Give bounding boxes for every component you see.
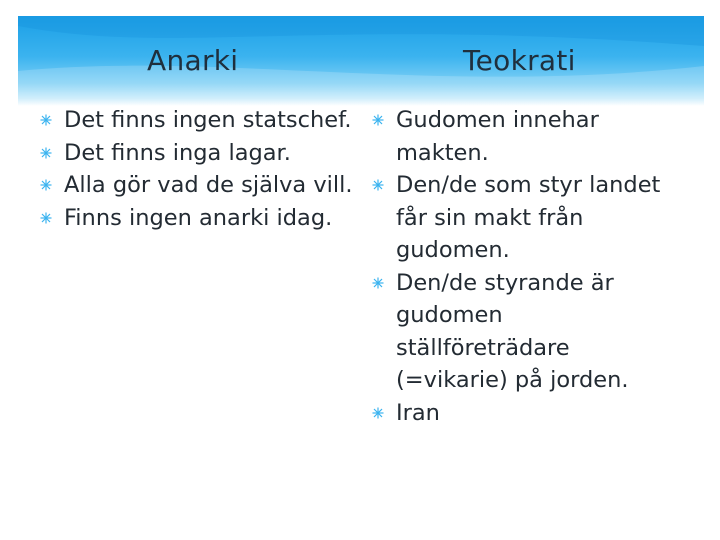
bullet-text: Iran [396,399,440,426]
right-column-title: Teokrati [463,44,576,77]
asterisk-icon [38,104,54,136]
bullet-text: Alla gör vad de själva vill. [64,172,353,198]
list-item [368,397,678,430]
asterisk-icon [370,169,386,201]
list-item [368,104,678,169]
list-item [368,267,678,397]
asterisk-icon [38,169,54,201]
bullet-text: Gudomen innehar makten. [396,107,599,166]
bullet-text: Det finns ingen statschef. [64,107,352,133]
asterisk-icon [38,202,54,234]
list-item [36,202,366,235]
list-item [36,137,366,170]
list-item [368,169,678,267]
left-bullet-list [36,104,366,234]
asterisk-icon [370,397,386,429]
list-item [36,169,366,202]
bullet-text: Den/de som styr landet får sin makt från gudomen. [396,172,661,263]
asterisk-icon [370,267,386,299]
right-bullet-list [368,104,678,429]
bullet-text: Den/de styrande är gudomen ställföreträdare (=vikarie) på jorden. [396,269,629,393]
list-item [36,104,366,137]
asterisk-icon [370,104,386,136]
left-column-title: Anarki [147,44,239,77]
bullet-text: Det finns inga lagar. [64,139,291,166]
header-wave-decoration [18,16,704,106]
bullet-text: Finns ingen anarki idag. [64,204,333,231]
header-band [18,16,704,106]
asterisk-icon [38,137,54,169]
